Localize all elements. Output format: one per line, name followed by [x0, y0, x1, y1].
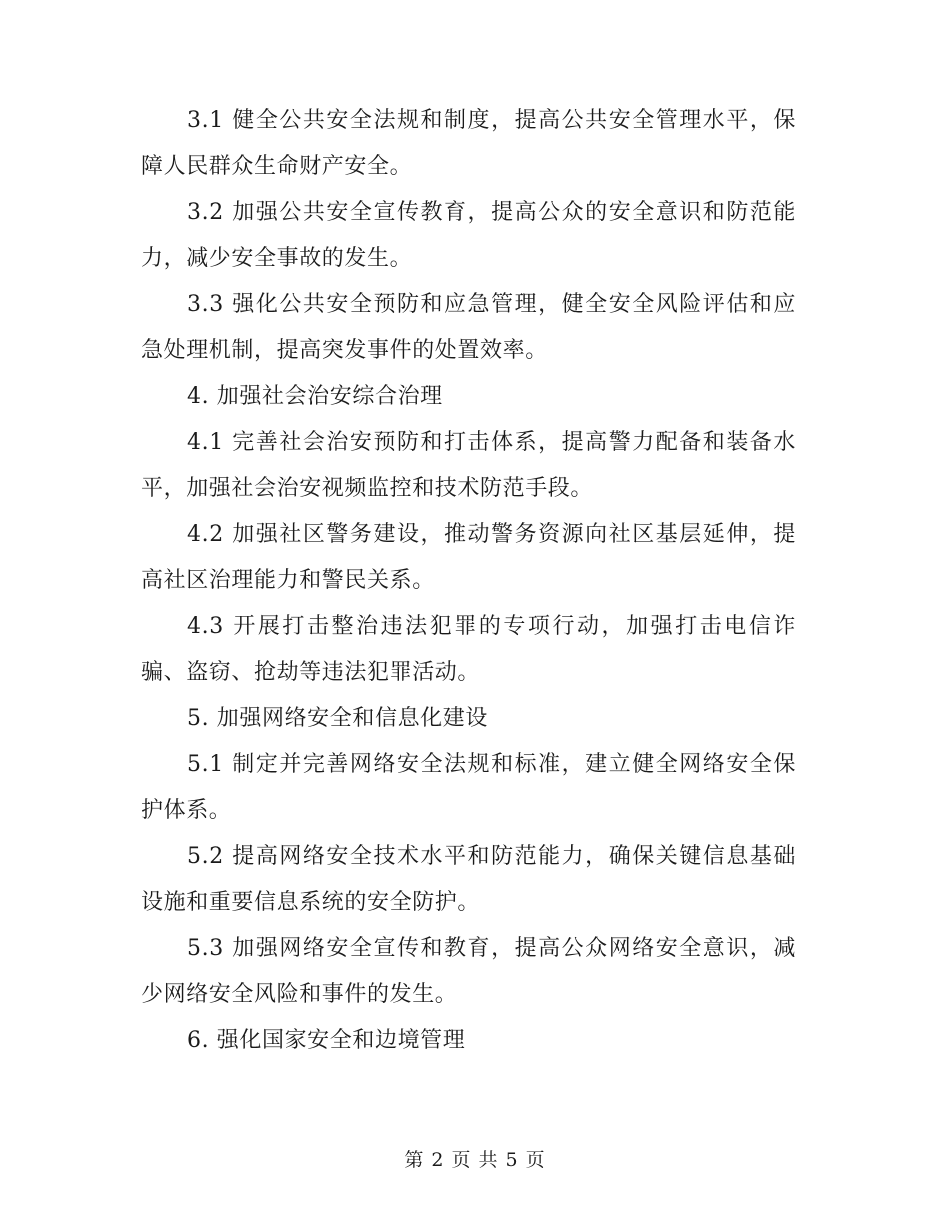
paragraph-4-3: 4.3 开展打击整治违法犯罪的专项行动，加强打击电信诈骗、盗窃、抢劫等违法犯罪活动。 — [141, 614, 796, 685]
paragraph-4-1: 4.1 完善社会治安预防和打击体系，提高警力配备和装备水平，加强社会治安视频监控和技术防范手段。 — [141, 430, 796, 501]
page-number-label: 第 2 页 共 5 页 — [404, 1149, 546, 1171]
paragraph-5-1: 5.1 制定并完善网络安全法规和标准，建立健全网络安全保护体系。 — [141, 752, 796, 823]
page-footer — [0, 1147, 950, 1173]
heading-section-4: 4. 加强社会治安综合治理 — [187, 384, 443, 409]
paragraph-4-2: 4.2 加强社区警务建设，推动警务资源向社区基层延伸，提高社区治理能力和警民关系。 — [141, 522, 796, 593]
heading-section-6: 6. 强化国家安全和边境管理 — [187, 1028, 466, 1053]
paragraph-3-3: 3.3 强化公共安全预防和应急管理，健全安全风险评估和应急处理机制，提高突发事件的处置效率。 — [141, 292, 796, 363]
paragraph-5-2: 5.2 提高网络安全技术水平和防范能力，确保关键信息基础设施和重要信息系统的安全防护。 — [141, 844, 796, 915]
paragraph-3-1: 3.1 健全公共安全法规和制度，提高公共安全管理水平，保障人民群众生命财产安全。 — [141, 108, 796, 179]
paragraph-5-3: 5.3 加强网络安全宣传和教育，提高公众网络安全意识，减少网络安全风险和事件的发生。 — [141, 936, 796, 1007]
paragraph-3-2: 3.2 加强公共安全宣传教育，提高公众的安全意识和防范能力，减少安全事故的发生。 — [141, 200, 796, 271]
document-body — [141, 98, 796, 1064]
heading-section-5: 5. 加强网络安全和信息化建设 — [187, 706, 488, 731]
